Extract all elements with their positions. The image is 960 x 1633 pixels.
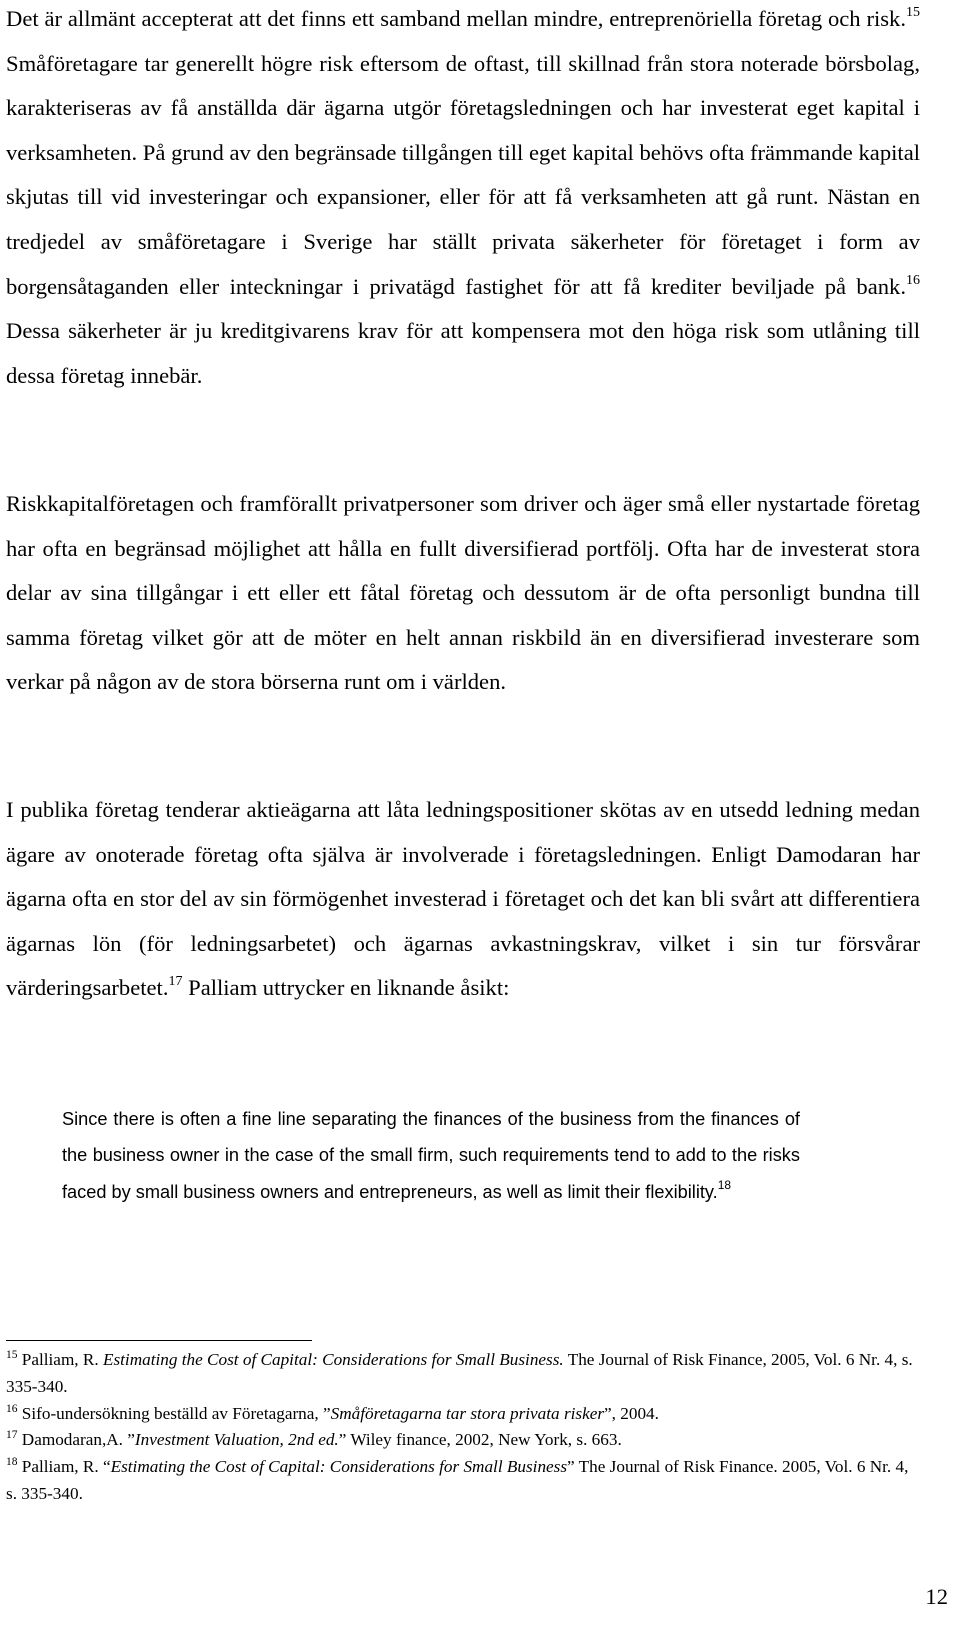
footnotes (6, 1347, 920, 1508)
footnote-15 (6, 1347, 920, 1401)
footnote-text: ” The Journal of Risk Finance. 2005, Vol. 6 Nr. 4, s. 335-340. (6, 1457, 909, 1503)
paragraph-3-text-a: I publika företag tenderar aktieägarna att låta ledningspositioner skötas av en utsedd ledning medan ägare av onoterade företag ofta själva är involverade i företagsledningen. Enligt Damodaran har ägarna ofta en stor del av sin förmögenhet investerad i företaget och det kan bli svårt att differentiera ägarnas lön (för ledningsarbetet) och ägarnas avkastningskrav, vilket i sin tur försvårar värderingsarbetet. (6, 797, 920, 1001)
footnote-number: 15 (6, 1349, 18, 1361)
page-number: 12 (925, 1584, 948, 1609)
paragraph-1 (6, 0, 920, 398)
block-quote (62, 1101, 800, 1210)
footnote-title: Småföretagarna tar stora privata risker (330, 1403, 605, 1423)
footnote-17 (6, 1427, 920, 1454)
footnote-text: ”, 2004. (604, 1403, 659, 1423)
footnote-title: Estimating the Cost of Capital: Considerations for Small Business (110, 1457, 568, 1477)
footnote-text: ” Wiley finance, 2002, New York, s. 663. (338, 1430, 622, 1450)
paragraph-1-text-a: Det är allmänt accepterat att det finns ett samband mellan mindre, entreprenöriella företag och risk. (6, 6, 906, 31)
paragraph-1-text-c: Dessa säkerheter är ju kreditgivarens krav för att kompensera mot den höga risk som utlåning till dessa företag innebär. (6, 318, 920, 388)
block-quote-text: Since there is often a fine line separating the finances of the business from the finances of the business owner in the case of the small firm, such requirements tend to add to the risks faced by small business owners and entrepreneurs, as well as limit their flexibility. (62, 1109, 800, 1202)
footnote-text: Palliam, R. “ (17, 1457, 111, 1477)
footnote-text: Sifo-undersökning beställd av Företagarna, ” (17, 1403, 331, 1423)
footnote-ref-16: 16 (906, 272, 920, 288)
paragraph-1-text-b: Småföretagare tar generellt högre risk eftersom de oftast, till skillnad från stora noterade börsbolag, karakteriseras av få anställda där ägarna utgör företagsledningen och har investerat eget kapital i verksamheten. På grund av den begränsade tillgången till eget kapital behövs ofta främmande kapital skjutas till vid investeringar och expansioner, eller för att få verksamheten att gå runt. Nästan en tredjedel av småföretagare i Sverige har ställt privata säkerheter för företaget i form av borgensåtaganden eller inteckningar i privatägd fastighet för att få krediter beviljade på bank. (6, 50, 920, 299)
footnote-text: Palliam, R. (17, 1350, 103, 1369)
footnote-title: Estimating the Cost of Capital: Considerations for Small Business. (102, 1350, 564, 1369)
paragraph-3-text-b: Palliam uttrycker en liknande åsikt: (182, 975, 510, 1001)
footnote-ref-15: 15 (906, 5, 920, 20)
footnote-number: 16 (6, 1402, 18, 1415)
footnote-text: Damodaran,A. ” (17, 1430, 135, 1450)
footnote-separator (6, 1340, 312, 1341)
footnote-16 (6, 1401, 920, 1428)
footnote-title: Investment Valuation, 2nd ed. (134, 1430, 339, 1450)
footnote-18 (6, 1454, 920, 1508)
footnote-ref-18: 18 (717, 1177, 732, 1192)
footnote-ref-17: 17 (168, 974, 183, 990)
footnote-text: The Journal of Risk Finance, 2005, Vol. 6 Nr. 4, s. 335-340. (6, 1350, 913, 1396)
footnote-number: 17 (6, 1429, 18, 1442)
paragraph-2-text: Riskkapitalföretagen och framförallt privatpersoner som driver och äger små eller nystartade företag har ofta en begränsad möjlighet att hålla en fullt diversifierad portfölj. Ofta har de investerat stora delar av sina tillgångar i ett eller ett fåtal företag och dessutom är de ofta personligt bundna till samma företag vilket gör att de möter en helt annan riskbild än en diversifierad investerare som verkar på någon av de stora börserna runt om i världen. (6, 491, 920, 695)
paragraph-3 (6, 788, 920, 1011)
footnote-number: 18 (6, 1456, 18, 1469)
paragraph-2 (6, 482, 920, 705)
